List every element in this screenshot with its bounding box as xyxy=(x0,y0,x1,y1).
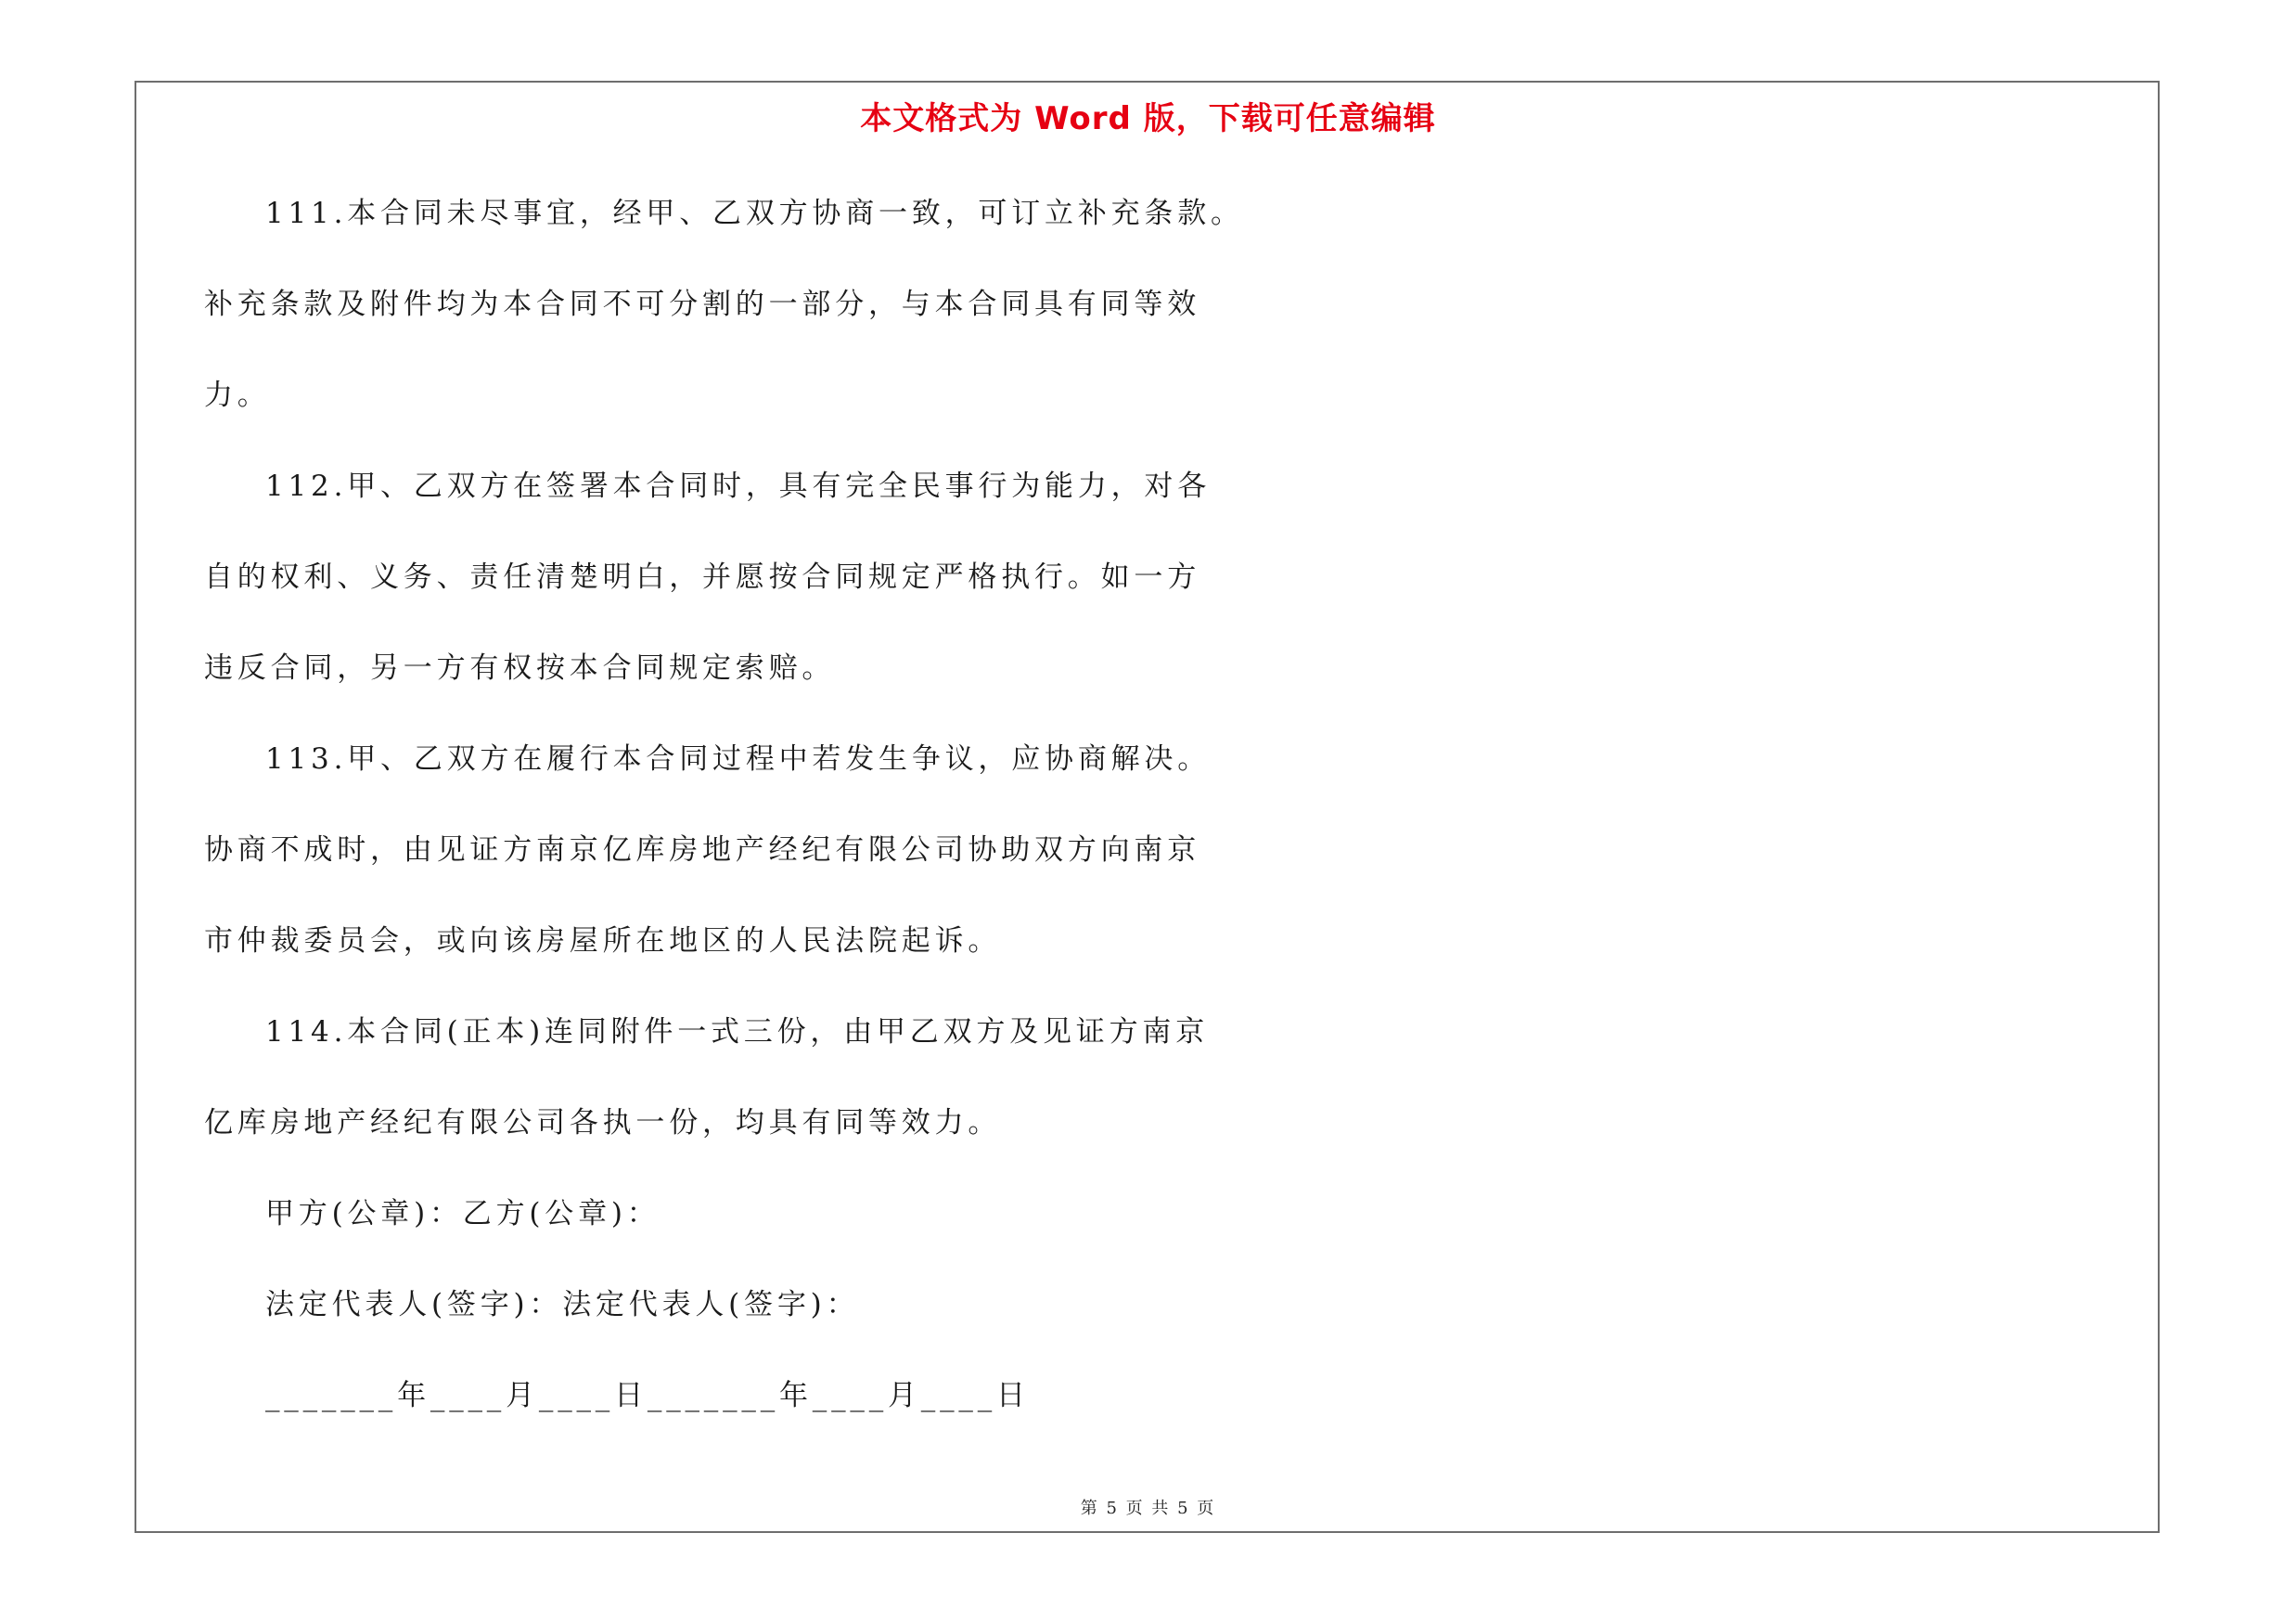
clause-111-line-2: 补充条款及附件均为本合同不可分割的一部分，与本合同具有同等效 xyxy=(204,288,1200,321)
clause-111-line-1: 111.本合同未尽事宜，经甲、乙双方协商一致，可订立补充条款。 xyxy=(265,197,1244,230)
clause-112-line-1: 112.甲、乙双方在签署本合同时，具有完全民事行为能力，对各 xyxy=(265,470,1212,503)
page-number: 第 5 页 共 5 页 xyxy=(1080,1499,1216,1518)
clause-111-line-3: 力。 xyxy=(204,379,271,412)
clause-112-line-2: 自的权利、义务、责任清楚明白，并愿按合同规定严格执行。如一方 xyxy=(204,560,1200,594)
date-line: _______年____月____日_______年____月____日 xyxy=(265,1379,1030,1412)
clause-112-line-3: 违反合同，另一方有权按本合同规定索赔。 xyxy=(204,651,836,685)
clause-113-line-2: 协商不成时，由见证方南京亿库房地产经纪有限公司协助双方向南京 xyxy=(204,833,1200,867)
signature-line: 法定代表人(签字)：法定代表人(签字)： xyxy=(265,1288,860,1321)
clause-114-line-2: 亿库房地产经纪有限公司各执一份，均具有同等效力。 xyxy=(204,1106,1002,1140)
document-body xyxy=(204,181,1244,1454)
clause-114-line-1: 114.本合同(正本)连同附件一式三份，由甲乙双方及见证方南京 xyxy=(265,1015,1210,1049)
clause-113-line-1: 113.甲、乙双方在履行本合同过程中若发生争议，应协商解决。 xyxy=(265,742,1212,776)
clause-113-line-3: 市仲裁委员会，或向该房屋所在地区的人民法院起诉。 xyxy=(204,924,1002,958)
seal-line: 甲方(公章)：乙方(公章)： xyxy=(265,1197,661,1230)
header-banner: 本文格式为 Word 版，下载可任意编辑 xyxy=(860,100,1436,137)
